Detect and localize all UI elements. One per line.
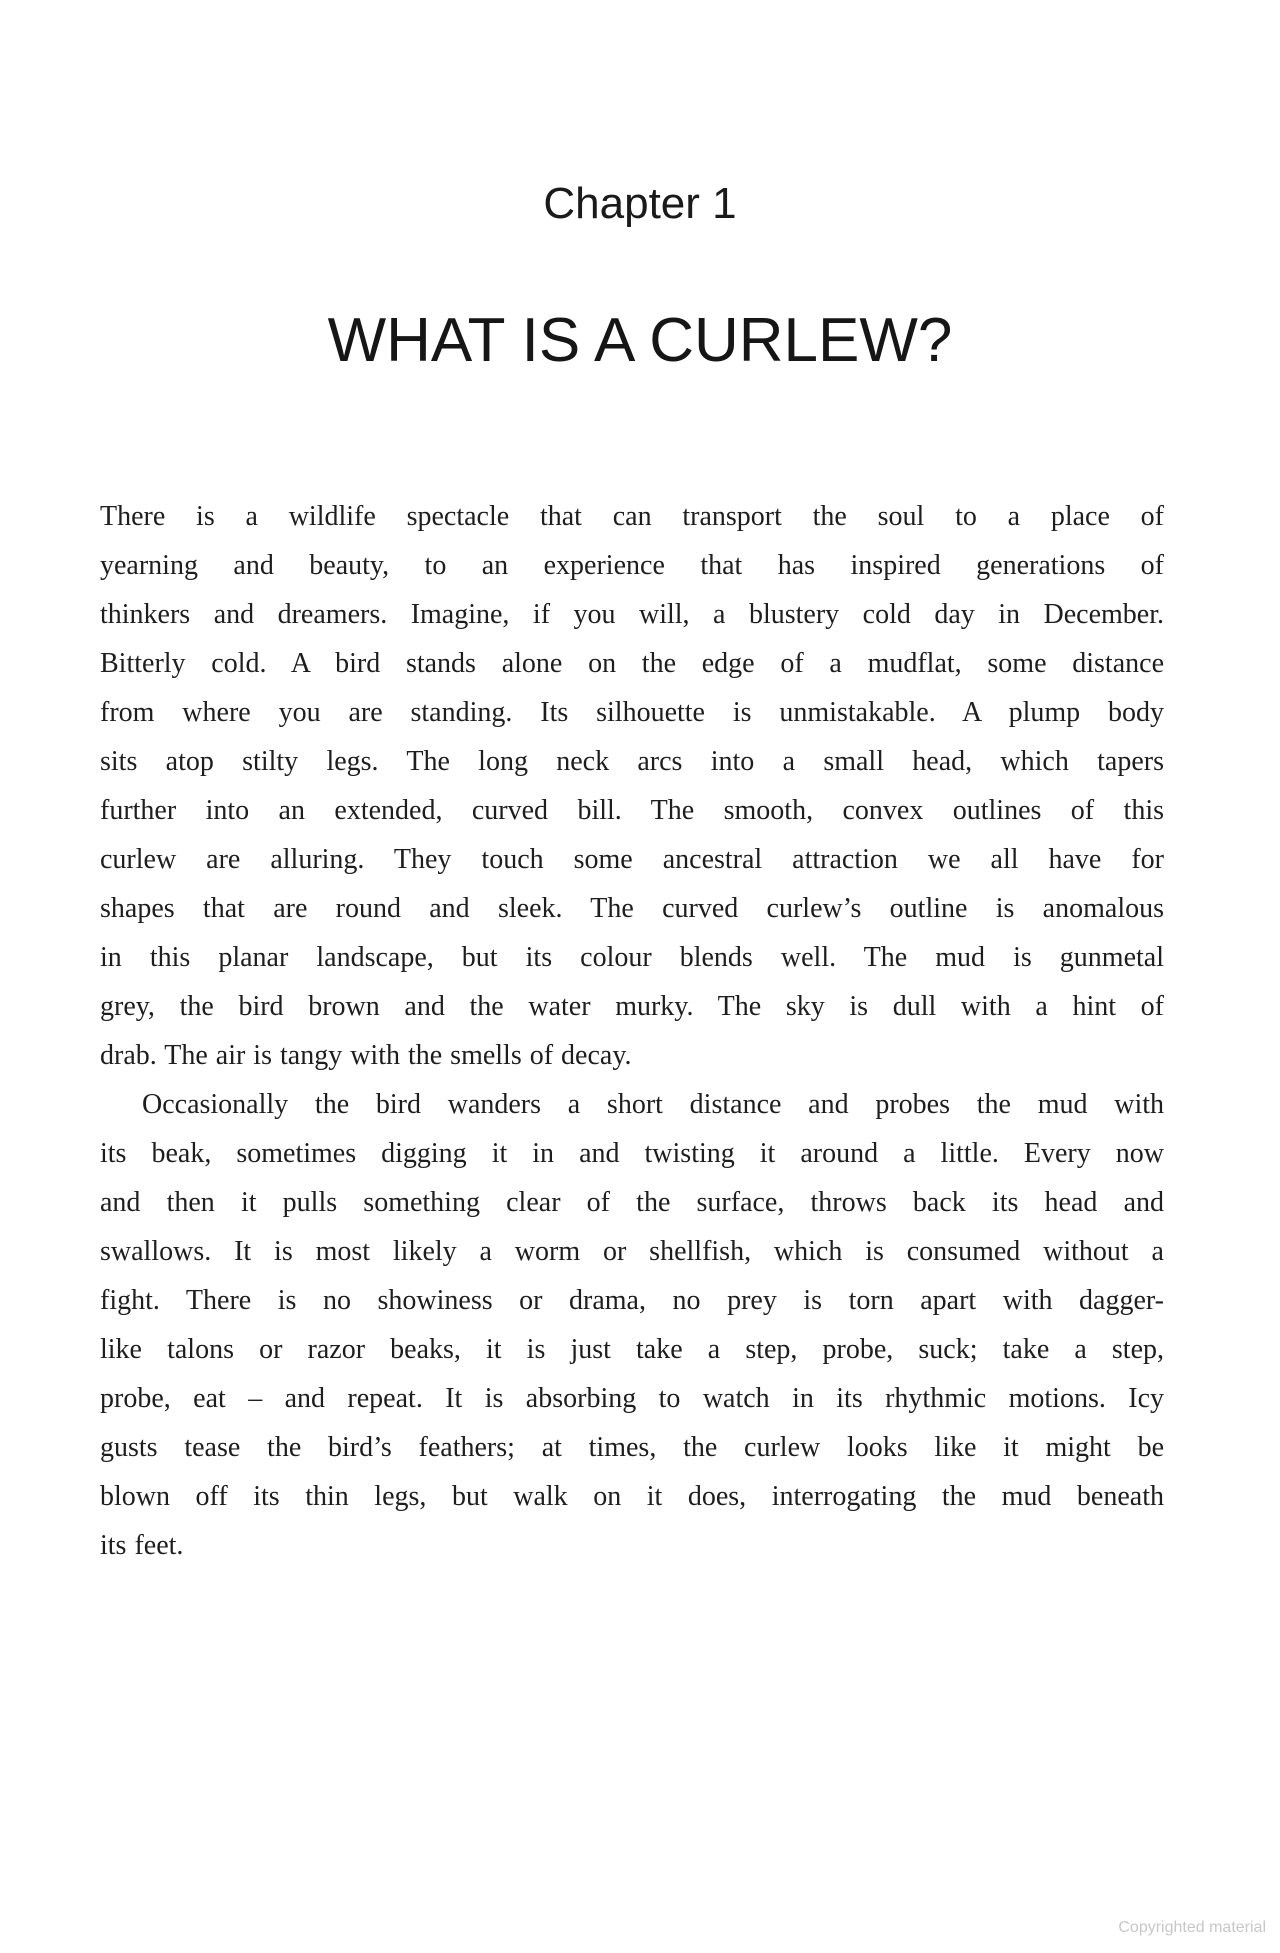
- text-line: swallows. It is most likely a worm or shellfish, which is consumed without a: [100, 1236, 1164, 1267]
- text-line: grey, the bird brown and the water murky. The sky is dull with a hint of: [100, 991, 1164, 1022]
- text-line: fight. There is no showiness or drama, no prey is torn apart with dagger-: [100, 1285, 1164, 1316]
- text-line: thinkers and dreamers. Imagine, if you will, a blustery cold day in December.: [100, 599, 1164, 630]
- text-line: curlew are alluring. They touch some ancestral attraction we all have for: [100, 844, 1164, 875]
- copyright-notice: Copyrighted material: [1118, 1919, 1266, 1936]
- text-line: Bitterly cold. A bird stands alone on the edge of a mudflat, some distance: [100, 648, 1164, 679]
- text-line: its feet.: [100, 1530, 184, 1561]
- text-line: further into an extended, curved bill. The smooth, convex outlines of this: [100, 795, 1164, 826]
- text-line: There is a wildlife spectacle that can transport the soul to a place of: [100, 501, 1164, 532]
- text-line: drab. The air is tangy with the smells of decay.: [100, 1040, 632, 1071]
- text-line: shapes that are round and sleek. The curved curlew’s outline is anomalous: [100, 893, 1164, 924]
- chapter-title: WHAT IS A CURLEW?: [327, 306, 953, 375]
- text-line: Occasionally the bird wanders a short distance and probes the mud with: [142, 1089, 1164, 1120]
- text-line: yearning and beauty, to an experience that has inspired generations of: [100, 550, 1164, 581]
- text-line: blown off its thin legs, but walk on it does, interrogating the mud beneath: [100, 1481, 1164, 1512]
- paragraph: [100, 492, 1164, 1080]
- text-line: and then it pulls something clear of the surface, throws back its head and: [100, 1187, 1164, 1218]
- text-line: probe, eat – and repeat. It is absorbing to watch in its rhythmic motions. Icy: [100, 1383, 1164, 1414]
- text-line: from where you are standing. Its silhouette is unmistakable. A plump body: [100, 697, 1164, 728]
- body-text: [100, 492, 1164, 1570]
- paragraph: [100, 1080, 1164, 1570]
- text-line: gusts tease the bird’s feathers; at times, the curlew looks like it might be: [100, 1432, 1164, 1463]
- text-line: its beak, sometimes digging it in and twisting it around a little. Every now: [100, 1138, 1164, 1169]
- text-line: like talons or razor beaks, it is just take a step, probe, suck; take a step,: [100, 1334, 1164, 1365]
- text-line: sits atop stilty legs. The long neck arcs into a small head, which tapers: [100, 746, 1164, 777]
- chapter-label: Chapter 1: [543, 179, 737, 228]
- text-line: in this planar landscape, but its colour blends well. The mud is gunmetal: [100, 942, 1164, 973]
